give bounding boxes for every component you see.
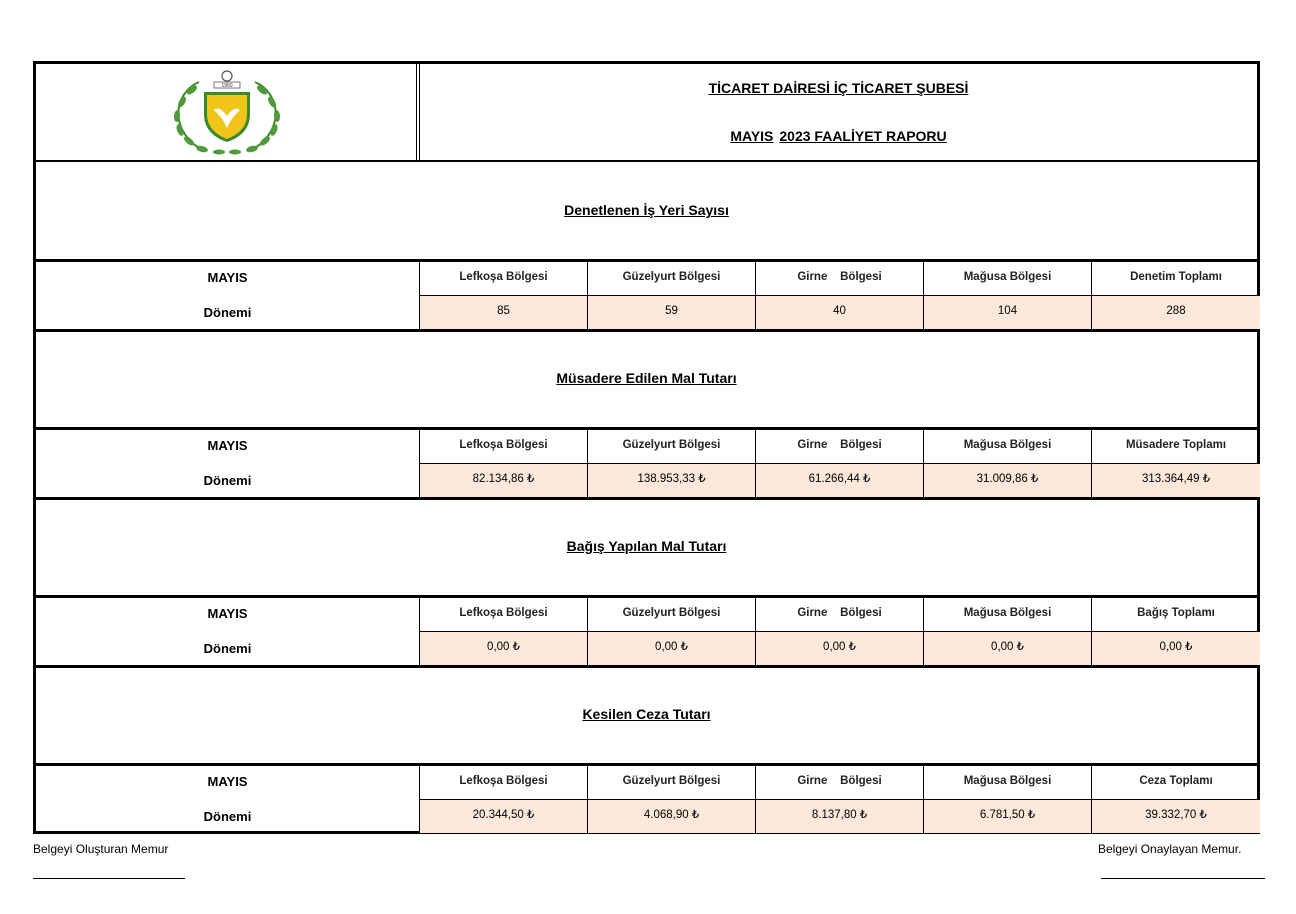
section-data-row: [36, 430, 1257, 497]
report-frame: [33, 61, 1260, 834]
region-column: [756, 598, 924, 665]
column-value: 59: [588, 296, 755, 329]
column-value: 6.781,50 ₺: [924, 800, 1091, 833]
report-subtitle: [420, 128, 1257, 144]
column-header: Ceza Toplamı: [1092, 766, 1260, 800]
region-column: [756, 262, 924, 329]
column-header: Müsadere Toplamı: [1092, 430, 1260, 464]
report-section: [36, 498, 1257, 666]
column-header: Güzelyurt Bölgesi: [588, 262, 755, 296]
column-header: Girne Bölgesi: [756, 766, 923, 800]
approver-label: Belgeyi Onaylayan Memur.: [1098, 842, 1242, 856]
period-month: MAYIS: [207, 270, 248, 285]
region-column: [1092, 262, 1260, 329]
section-data-row: [36, 766, 1257, 833]
report-year-title: 2023 FAALİYET RAPORU: [779, 128, 947, 144]
section-title: Denetlenen İş Yeri Sayısı: [564, 202, 729, 218]
region-column: [588, 262, 756, 329]
column-header: Bağış Toplamı: [1092, 598, 1260, 632]
period-month: MAYIS: [207, 438, 248, 453]
column-value: 288: [1092, 296, 1260, 329]
column-header: Denetim Toplamı: [1092, 262, 1260, 296]
region-column: [420, 262, 588, 329]
column-header: Lefkoşa Bölgesi: [420, 262, 587, 296]
column-value: 8.137,80 ₺: [756, 800, 923, 833]
report-section: [36, 162, 1257, 330]
period-cell: [36, 262, 420, 329]
column-value: 39.332,70 ₺: [1092, 800, 1260, 833]
region-column: [588, 766, 756, 833]
period-cell: [36, 598, 420, 665]
creator-signature-line: [33, 878, 185, 879]
period-label: Dönemi: [203, 305, 252, 320]
region-column: [1092, 766, 1260, 833]
column-header: Girne Bölgesi: [756, 262, 923, 296]
region-column: [1092, 598, 1260, 665]
period-cell: [36, 430, 420, 497]
column-value: 0,00 ₺: [924, 632, 1091, 665]
section-title: Kesilen Ceza Tutarı: [582, 706, 711, 722]
column-value: 138.953,33 ₺: [588, 464, 755, 497]
column-value: 31.009,86 ₺: [924, 464, 1091, 497]
column-value: 85: [420, 296, 587, 329]
region-column: [756, 430, 924, 497]
region-column: [420, 430, 588, 497]
section-title-row: [36, 666, 1257, 766]
region-column: [1092, 430, 1260, 497]
period-label: Dönemi: [203, 809, 252, 824]
column-header: Mağusa Bölgesi: [924, 766, 1091, 800]
logo-cell: [36, 64, 420, 160]
column-header: Güzelyurt Bölgesi: [588, 766, 755, 800]
column-header: Lefkoşa Bölgesi: [420, 430, 587, 464]
region-column: [924, 766, 1092, 833]
approver-signature-line: [1101, 878, 1265, 879]
column-header: Güzelyurt Bölgesi: [588, 430, 755, 464]
column-header: Mağusa Bölgesi: [924, 598, 1091, 632]
region-column: [420, 766, 588, 833]
report-section: [36, 666, 1257, 834]
period-month: MAYIS: [207, 606, 248, 621]
column-header: Girne Bölgesi: [756, 430, 923, 464]
region-column: [924, 262, 1092, 329]
section-title: Müsadere Edilen Mal Tutarı: [556, 370, 737, 386]
column-value: 0,00 ₺: [420, 632, 587, 665]
column-header: Girne Bölgesi: [756, 598, 923, 632]
coat-of-arms-logo: [164, 68, 290, 156]
column-header: Güzelyurt Bölgesi: [588, 598, 755, 632]
column-header: Mağusa Bölgesi: [924, 430, 1091, 464]
title-cell: [420, 64, 1257, 160]
column-value: 61.266,44 ₺: [756, 464, 923, 497]
section-title: Bağış Yapılan Mal Tutarı: [566, 538, 727, 554]
column-value: 0,00 ₺: [1092, 632, 1260, 665]
report-month: MAYIS: [730, 128, 774, 144]
column-header: Lefkoşa Bölgesi: [420, 598, 587, 632]
column-value: 20.344,50 ₺: [420, 800, 587, 833]
creator-label: Belgeyi Oluşturan Memur: [33, 842, 169, 856]
column-header: Lefkoşa Bölgesi: [420, 766, 587, 800]
section-title-row: [36, 330, 1257, 430]
region-column: [924, 430, 1092, 497]
period-label: Dönemi: [203, 641, 252, 656]
column-value: 40: [756, 296, 923, 329]
period-cell: [36, 766, 420, 833]
region-column: [588, 430, 756, 497]
column-header: Mağusa Bölgesi: [924, 262, 1091, 296]
section-data-row: [36, 262, 1257, 329]
region-column: [756, 766, 924, 833]
period-month: MAYIS: [207, 774, 248, 789]
section-data-row: [36, 598, 1257, 665]
column-value: 104: [924, 296, 1091, 329]
column-value: 313.364,49 ₺: [1092, 464, 1260, 497]
report-section: [36, 330, 1257, 498]
region-column: [588, 598, 756, 665]
region-column: [924, 598, 1092, 665]
section-title-row: [36, 498, 1257, 598]
region-column: [420, 598, 588, 665]
report-title: TİCARET DAİRESİ İÇ TİCARET ŞUBESİ: [708, 80, 969, 96]
column-value: 0,00 ₺: [756, 632, 923, 665]
column-value: 4.068,90 ₺: [588, 800, 755, 833]
svg-text:1960: 1960: [221, 83, 233, 89]
report-header: [36, 64, 1257, 162]
column-value: 0,00 ₺: [588, 632, 755, 665]
column-value: 82.134,86 ₺: [420, 464, 587, 497]
section-title-row: [36, 162, 1257, 262]
period-label: Dönemi: [203, 473, 252, 488]
